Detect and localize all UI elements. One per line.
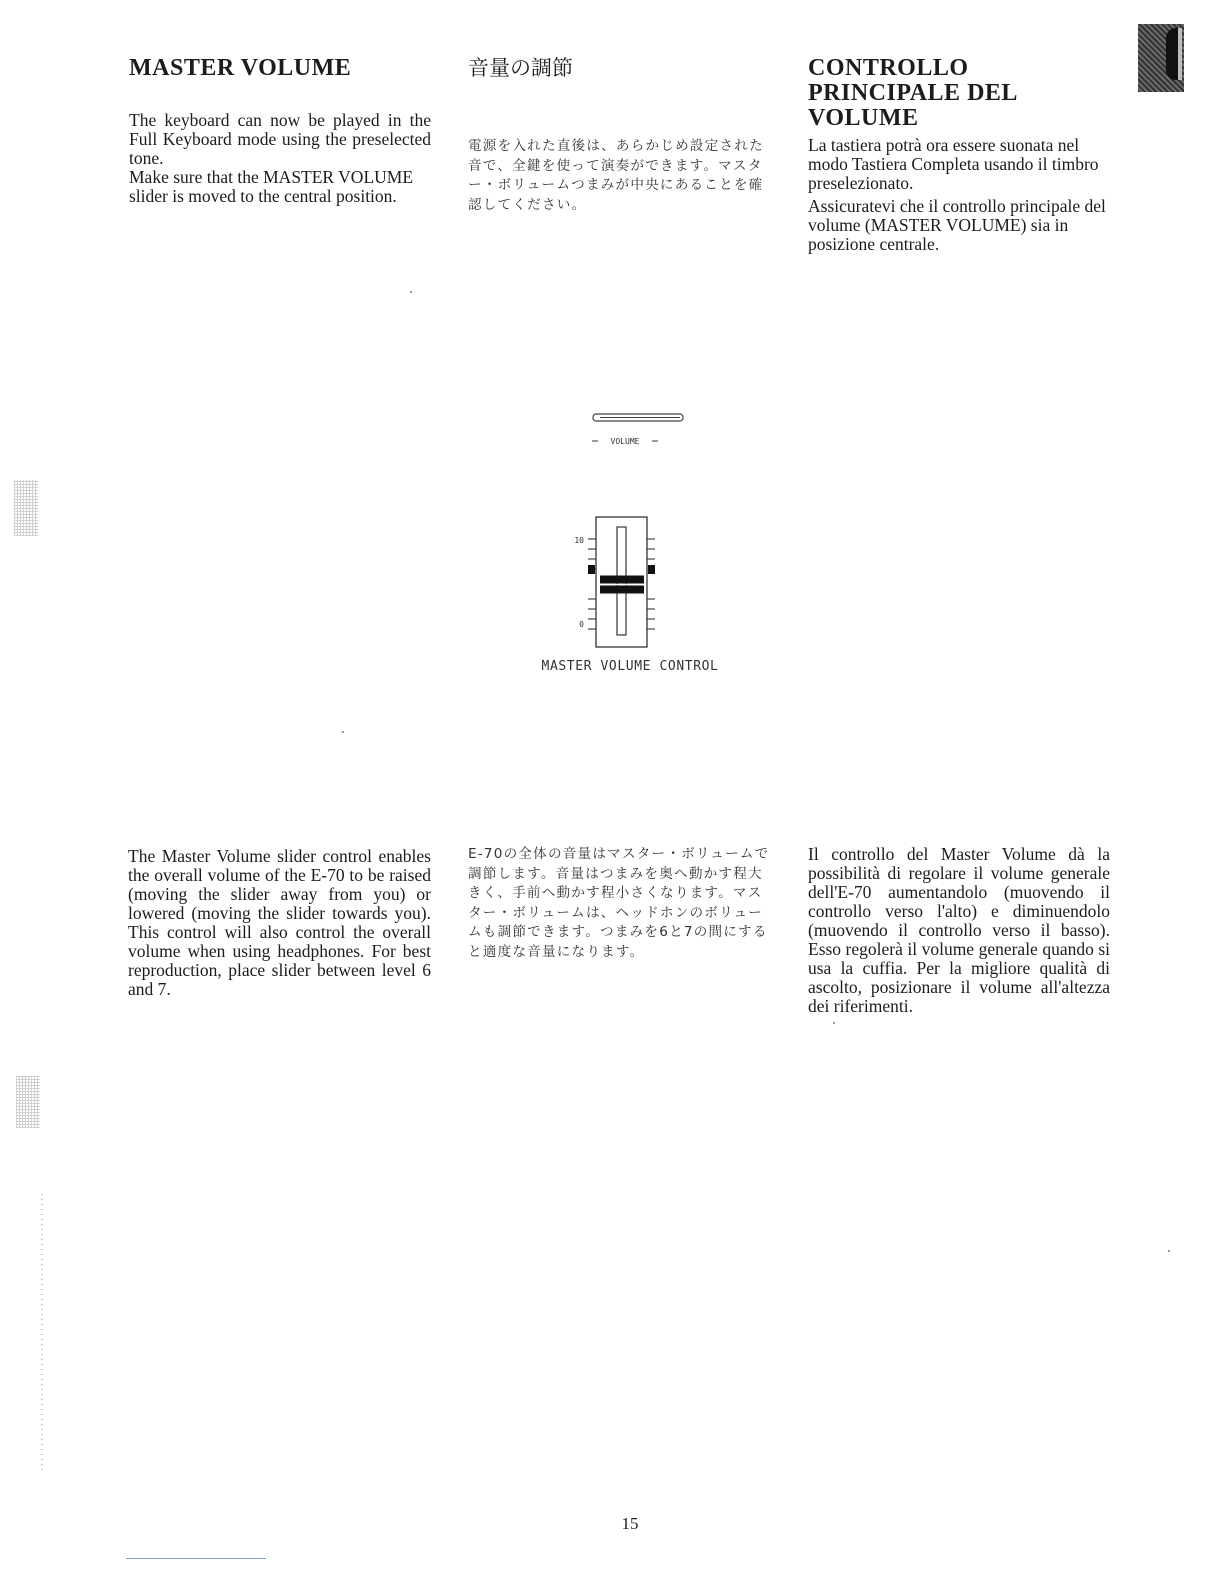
italian-body: [808, 845, 1110, 1016]
english-heading: MASTER VOLUME: [129, 55, 352, 81]
english-body: [128, 847, 431, 999]
right-marker-6: [648, 565, 655, 574]
left-scale-ticks: [588, 539, 596, 629]
right-scale-ticks: [647, 539, 655, 629]
scan-dither-mark: [14, 480, 38, 536]
scan-speck: [410, 291, 412, 293]
english-top-column: [129, 56, 431, 81]
italian-intro-paragraph-1: La tastiera potrà ora essere suonata nel modo Tastiera Completa usando il timbro preselezionato.: [808, 135, 1099, 193]
japanese-body-paragraph: E-70の全体の音量はマスター・ボリュームで調節します。音量はつまみを奥へ動かす程大きく、手前へ動かす程小さくなります。マスター・ボリュームは、ヘッドホンのボリュームも調節できます。つまみを6と7の間にすると適度な音量になります。: [468, 846, 770, 960]
fader-knob: [600, 576, 644, 594]
scan-speck: [1168, 1250, 1170, 1252]
english-body-paragraph: The Master Volume slider control enables the overall volume of the E-70 to be raised (moving the slider away from you) or lowered (moving the slider towards you). This control will also control the overall volume when using headphones. For best reproduction, place slider between level 6 and 7.: [128, 846, 431, 999]
italian-intro: [808, 136, 1110, 254]
italian-heading: CONTROLLO PRINCIPALE DEL VOLUME: [808, 55, 1017, 131]
scan-dither-mark: [16, 1076, 40, 1128]
scale-max-label: 10: [574, 536, 584, 545]
left-marker-6: [588, 565, 595, 574]
japanese-heading: 音量の調節: [468, 56, 573, 80]
page-number: 15: [621, 1514, 639, 1533]
scan-speck: [342, 731, 344, 733]
english-intro-paragraph-1: The keyboard can now be played in the Full Keyboard mode using the preselected tone.: [129, 110, 431, 168]
tab-glyph: [1166, 28, 1182, 80]
english-intro-paragraph-2: Make sure that the MASTER VOLUME slider is moved to the central position.: [129, 167, 414, 206]
scan-edge-dots: [41, 1190, 43, 1470]
japanese-intro-paragraph: 電源を入れた直後は、あらかじめ設定された音で、全鍵を使って演奏ができます。マスター・ボリュームつまみが中央にあることを確認してください。: [468, 138, 764, 213]
japanese-body: [468, 845, 770, 962]
japanese-intro: [468, 137, 768, 215]
diagram-caption: MASTER VOLUME CONTROL: [541, 659, 719, 674]
section-tab-marker: [1138, 24, 1184, 92]
italian-intro-paragraph-2: Assicuratevi che il controllo principale del volume (MASTER VOLUME) sia in posizione centrale.: [808, 196, 1106, 254]
english-intro: [129, 111, 431, 206]
panel-label: VOLUME: [610, 437, 640, 446]
scale-min-label: 0: [579, 620, 584, 629]
footer-rule: [126, 1558, 266, 1559]
italian-top-column: [808, 56, 1112, 131]
japanese-top-column: [468, 56, 768, 81]
italian-body-paragraph: Il controllo del Master Volume dà la possibilità di regolare il volume generale dell'E-70 aumentandolo (muovendo il controllo verso l'alto) e diminuendolo (muovendo il controllo verso il basso). Esso regolerà il volume generale quando si usa la cuffia. Per la migliore qualità di ascolto, posizionare il volume all'altezza dei riferimenti.: [808, 844, 1110, 1016]
volume-slider-illustration: [480, 405, 780, 695]
master-volume-diagram: [480, 405, 780, 695]
scan-speck: [833, 1022, 835, 1024]
